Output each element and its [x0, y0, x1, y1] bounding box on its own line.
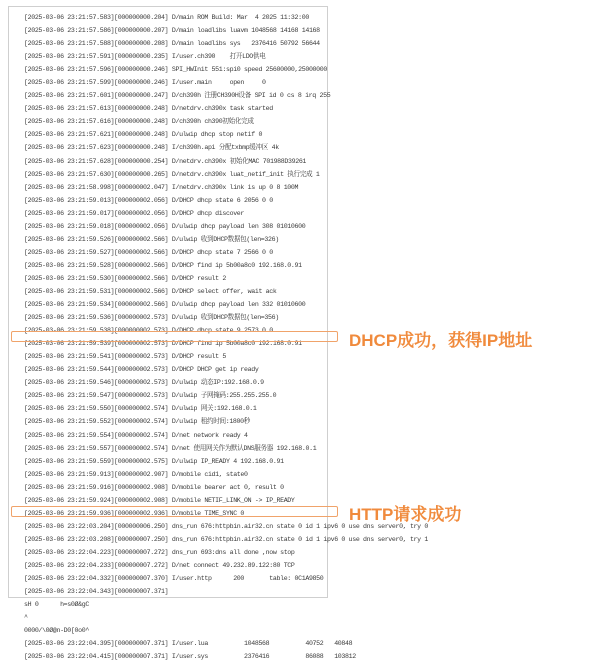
log-line: [2025-03-06 23:21:59.913][000000002.907] D/mobile cid1, state0 [24, 470, 248, 478]
dhcp-highlight-box [11, 331, 338, 342]
log-line: [2025-03-06 23:21:57.628][000000000.254] D/netdrv.ch390x 初始化MAC 701988D39261 [24, 157, 307, 165]
log-line: [2025-03-06 23:21:59.536][000000002.573] D/ulwip 收到DHCP数据包(len=356) [24, 314, 279, 322]
log-line: [2025-03-06 23:21:57.613][000000000.248] D/netdrv.ch390x task started [24, 105, 273, 113]
log-line: [2025-03-06 23:21:59.552][000000002.574] D/ulwip 租约时间:1800秒 [24, 418, 250, 426]
log-line: [2025-03-06 23:22:04.395][000000007.371] I/user.lua 1048568 40752 40848 [24, 640, 353, 648]
log-line: [2025-03-06 23:22:03.204][000000006.250] dns_run 676:httpbin.air32.cn state 0 id 1 ipv6 0 use dns server0, try 0 [24, 522, 428, 530]
log-line: [2025-03-06 23:21:57.591][000000000.235] I/user.ch390 打开LDO供电 [24, 53, 266, 61]
log-line: [2025-03-06 23:21:59.013][000000002.056] D/DHCP dhcp state 6 2056 0 0 [24, 196, 273, 204]
dhcp-success-annotation: DHCP成功，获得IP地址 [349, 331, 533, 350]
log-line: [2025-03-06 23:21:57.630][000000000.265] D/netdrv.ch390x luat_netif_init 执行完成 1 [24, 170, 320, 178]
log-line: [2025-03-06 23:21:59.539][000000002.573] D/DHCP find ip 5b00a8c0 192.168.0.91 [24, 340, 302, 348]
log-line: [2025-03-06 23:21:59.526][000000002.566] D/ulwip 收到DHCP数据包(len=326) [24, 235, 279, 243]
log-line: ^ [24, 614, 28, 622]
log-line: [2025-03-06 23:21:59.924][000000002.908] D/mobile NETIF_LINK_ON -> IP_READY [24, 496, 295, 504]
http-highlight-box [11, 506, 338, 517]
log-line: [2025-03-06 23:22:04.415][000000007.371] I/user.sys 2376416 86088 103812 [24, 653, 356, 661]
log-line: [2025-03-06 23:21:59.534][000000002.566] D/ulwip dhcp payload len 332 01010600 [24, 301, 306, 309]
log-line: [2025-03-06 23:21:59.538][000000002.573] D/DHCP dhcp state 9 2573 0 0 [24, 327, 273, 335]
log-line: [2025-03-06 23:21:57.596][000000000.246] SPI_HWInit 551:spi0 speed 25600000,25000000 [24, 66, 327, 74]
log-line: [2025-03-06 23:22:04.223][000000007.272] dns_run 693:dns all done ,now stop [24, 548, 295, 556]
log-line: [2025-03-06 23:21:59.916][000000002.908] D/mobile bearer act 0, result 0 [24, 483, 284, 491]
log-line: [2025-03-06 23:21:59.557][000000002.574] D/net 使用网关作为默认DNS服务器 192.168.0.1 [24, 444, 317, 452]
log-line: [2025-03-06 23:21:57.586][000000000.207] D/main loadlibs luavm 1048568 14168 14168 [24, 27, 320, 35]
log-line: [2025-03-06 23:21:59.527][000000002.566] D/DHCP dhcp state 7 2566 0 0 [24, 248, 273, 256]
log-line: [2025-03-06 23:21:59.547][000000002.573] D/ulwip 子网掩码:255.255.255.0 [24, 392, 277, 400]
log-line: [2025-03-06 23:21:57.616][000000000.248] D/ch390h ch390初始化完成 [24, 118, 254, 126]
log-line: 0000/\0Ø@n-D0[0o0^ [24, 627, 89, 635]
log-line: [2025-03-06 23:21:59.546][000000002.573] D/ulwip 动态IP:192.168.0.9 [24, 379, 264, 387]
log-line: [2025-03-06 23:21:59.531][000000002.566] D/DHCP select offer, wait ack [24, 287, 277, 295]
log-line: [2025-03-06 23:21:59.554][000000002.574] D/net network ready 4 [24, 431, 248, 439]
log-line: [2025-03-06 23:21:59.017][000000002.056] D/DHCP dhcp discover [24, 209, 245, 217]
log-line: [2025-03-06 23:21:59.530][000000002.566] D/DHCP result 2 [24, 274, 226, 282]
log-line: [2025-03-06 23:21:58.998][000000002.047] I/netdrv.ch390x link is up 0 8 100M [24, 183, 299, 191]
log-line: [2025-03-06 23:22:04.332][000000007.370] I/user.http 200 table: 0C1A9850 [24, 575, 324, 583]
log-line: [2025-03-06 23:21:59.550][000000002.574] D/ulwip 网关:192.168.0.1 [24, 405, 257, 413]
http-success-annotation: HTTP请求成功 [349, 505, 462, 524]
log-line: [2025-03-06 23:21:57.623][000000000.248] I/ch390h.api 分配txbmp缓冲区 4k [24, 144, 279, 152]
log-line: [2025-03-06 23:21:57.588][000000000.208] D/main loadlibs sys 2376416 50792 56644 [24, 40, 320, 48]
log-line: [2025-03-06 23:22:04.233][000000007.272] D/net connect 49.232.89.122:80 TCP [24, 561, 295, 569]
log-line: [2025-03-06 23:21:59.018][000000002.056] D/ulwip dhcp payload len 308 01010600 [24, 222, 306, 230]
log-line: [2025-03-06 23:21:59.541][000000002.573] D/DHCP result 5 [24, 353, 226, 361]
log-line: [2025-03-06 23:22:04.343][000000007.371] [24, 588, 169, 596]
log-line: [2025-03-06 23:21:57.601][000000000.247] D/ch390h 注册CH390H设备 SPI id 0 cs 8 irq 255 [24, 92, 331, 100]
log-line: [2025-03-06 23:21:59.544][000000002.573] D/DHCP DHCP get ip ready [24, 366, 259, 374]
log-line: [2025-03-06 23:21:59.936][000000002.936] D/mobile TIME_SYNC 0 [24, 509, 245, 517]
log-line: [2025-03-06 23:21:57.599][000000000.246] I/user.main open 0 [24, 79, 266, 87]
log-line: [2025-03-06 23:21:59.559][000000002.575] D/ulwip IP_READY 4 192.168.0.91 [24, 457, 284, 465]
log-line: sH 0 h=s0Ø&gC [24, 601, 89, 609]
log-line: [2025-03-06 23:21:57.583][000000000.204] D/main ROM Build: Mar 4 2025 11:32:00 [24, 14, 309, 21]
log-line: [2025-03-06 23:21:59.528][000000002.566] D/DHCP find ip 5b00a8c0 192.168.0.91 [24, 261, 302, 269]
log-line: [2025-03-06 23:22:03.208][000000007.250] dns_run 676:httpbin.air32.cn state 0 id 1 ipv6 0 use dns server0, try 1 [24, 535, 428, 543]
log-line: [2025-03-06 23:21:57.621][000000000.248] D/ulwip dhcp stop netif 0 [24, 131, 263, 139]
